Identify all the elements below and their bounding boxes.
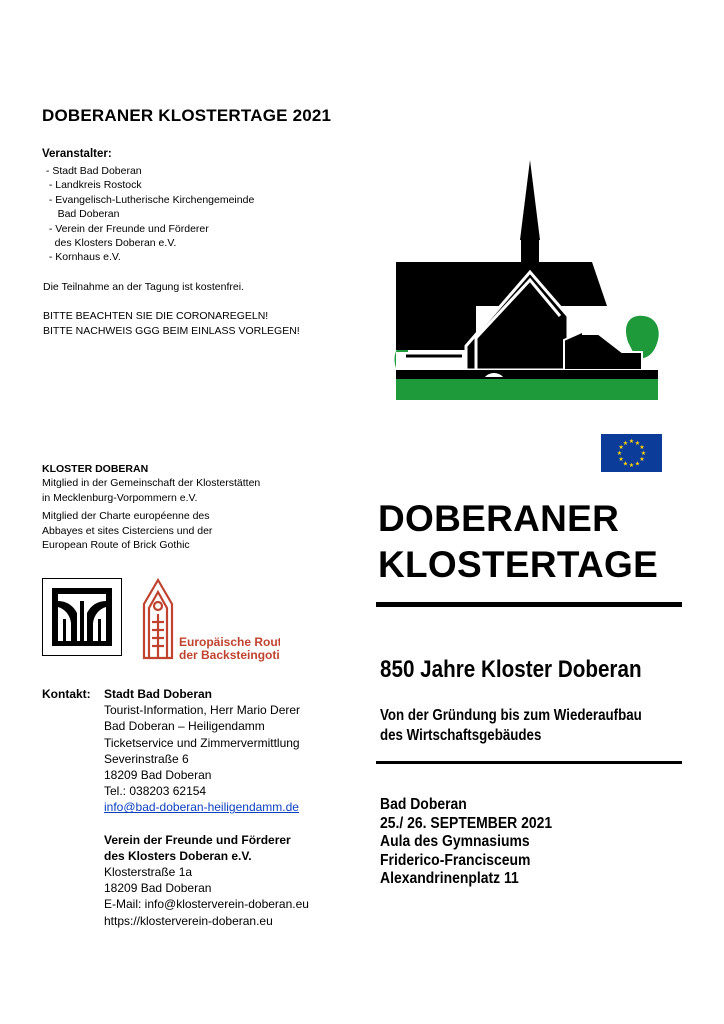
membership-text: Abbayes et sites Cisterciens und der <box>42 524 213 537</box>
flyer-title <box>378 496 658 588</box>
eu-star-icon: ★ <box>616 451 623 458</box>
organizers-list <box>43 164 300 338</box>
brick-route-line1: Europäische Route <box>179 635 280 649</box>
page-title: DOBERANER KLOSTERTAGE 2021 <box>42 106 332 125</box>
eu-star-icon: ★ <box>639 445 645 452</box>
description-line: Von der Gründung bis zum Wiederaufbau <box>380 707 642 724</box>
contact-line: Tel.: 038203 62154 <box>104 784 207 799</box>
eu-star-icon: ★ <box>634 461 641 468</box>
contact-line: 18209 Bad Doberan <box>104 768 212 783</box>
eu-star-icon: ★ <box>628 463 635 470</box>
cistercian-logo-icon <box>42 578 122 656</box>
free-admission-note: Die Teilnahme an der Tagung ist kostenfrei. <box>43 280 244 293</box>
eu-star-icon: ★ <box>622 440 629 447</box>
flyer-title-line1: DOBERANER <box>378 498 620 539</box>
kloster-heading: KLOSTER DOBERAN <box>42 463 149 475</box>
contact-line: Severinstraße 6 <box>104 751 189 766</box>
event-venue: Aula des Gymnasiums <box>380 833 530 851</box>
contact-org-name: des Klosters Doberan e.V. <box>104 848 252 863</box>
contact-line: https://klosterverein-doberan.eu <box>104 913 273 928</box>
eu-star-icon: ★ <box>640 451 647 458</box>
contact-line: Ticketservice und Zimmervermittlung <box>104 735 300 750</box>
description-line: des Wirtschaftsgebäudes <box>380 727 542 744</box>
flyer-title-line2: KLOSTERTAGE <box>378 544 659 585</box>
eu-star-icon: ★ <box>618 457 624 464</box>
organizer-item: - Landkreis Rostock <box>43 179 142 192</box>
flyer-description <box>380 706 642 746</box>
corona-note: BITTE BEACHTEN SIE DIE CORONAREGELN! <box>43 310 269 323</box>
organizer-item: - Verein der Freunde und Förderer <box>43 222 209 235</box>
contact-org-name: Verein der Freunde und Förderer <box>104 832 291 847</box>
kloster-info <box>42 462 260 552</box>
eu-star-icon: ★ <box>639 457 645 464</box>
membership-text: in Mecklenburg-Vorpommern e.V. <box>42 491 198 504</box>
membership-text: Mitglied der Charte européenne des <box>42 510 210 523</box>
divider <box>376 602 682 607</box>
membership-text: European Route of Brick Gothic <box>42 539 190 552</box>
event-venue: Friderico-Francisceum <box>380 851 531 869</box>
organizer-item: Bad Doberan <box>43 208 120 221</box>
contact-label: Kontakt: <box>42 687 91 701</box>
organizer-item: des Klosters Doberan e.V. <box>43 237 177 250</box>
organizer-item: - Evangelisch-Lutherische Kirchengemeinde <box>43 193 255 206</box>
eu-flag-icon <box>601 434 662 472</box>
organizer-item: - Kornhaus e.V. <box>43 251 121 264</box>
organizers-label: Veranstalter: <box>42 148 112 160</box>
event-details <box>380 796 552 889</box>
contact-line: E-Mail: info@klosterverein-doberan.eu <box>104 897 309 912</box>
corona-note: BITTE NACHWEIS GGG BEIM EINLASS VORLEGEN! <box>43 324 300 337</box>
contact-line: Klosterstraße 1a <box>104 865 193 880</box>
brick-gothic-logo-icon <box>140 574 280 669</box>
event-date: 25./ 26. SEPTEMBER 2021 <box>380 814 553 832</box>
eu-star-icon: ★ <box>618 445 624 452</box>
membership-text: Mitglied in der Gemeinschaft der Klosterstätten <box>42 477 261 490</box>
event-address: Alexandrinenplatz 11 <box>380 870 519 888</box>
contact-line: Tourist-Information, Herr Mario Derer <box>104 703 301 718</box>
flyer-subtitle: 850 Jahre Kloster Doberan <box>380 656 642 683</box>
brick-route-line2: der Backsteingotik <box>179 648 280 662</box>
organizer-item: - Stadt Bad Doberan <box>43 165 142 177</box>
contact-line: Bad Doberan – Heiligendamm <box>104 719 265 734</box>
contact-org-name: Stadt Bad Doberan <box>104 687 213 701</box>
event-place: Bad Doberan <box>380 796 467 813</box>
eu-star-icon: ★ <box>622 461 629 468</box>
divider <box>376 761 682 764</box>
eu-star-icon: ★ <box>628 439 635 446</box>
contact-line: 18209 Bad Doberan <box>104 881 212 896</box>
eu-star-icon: ★ <box>634 440 641 447</box>
church-logo-icon <box>392 156 664 411</box>
email-link[interactable]: info@bad-doberan-heiligendamm.de <box>104 800 299 815</box>
